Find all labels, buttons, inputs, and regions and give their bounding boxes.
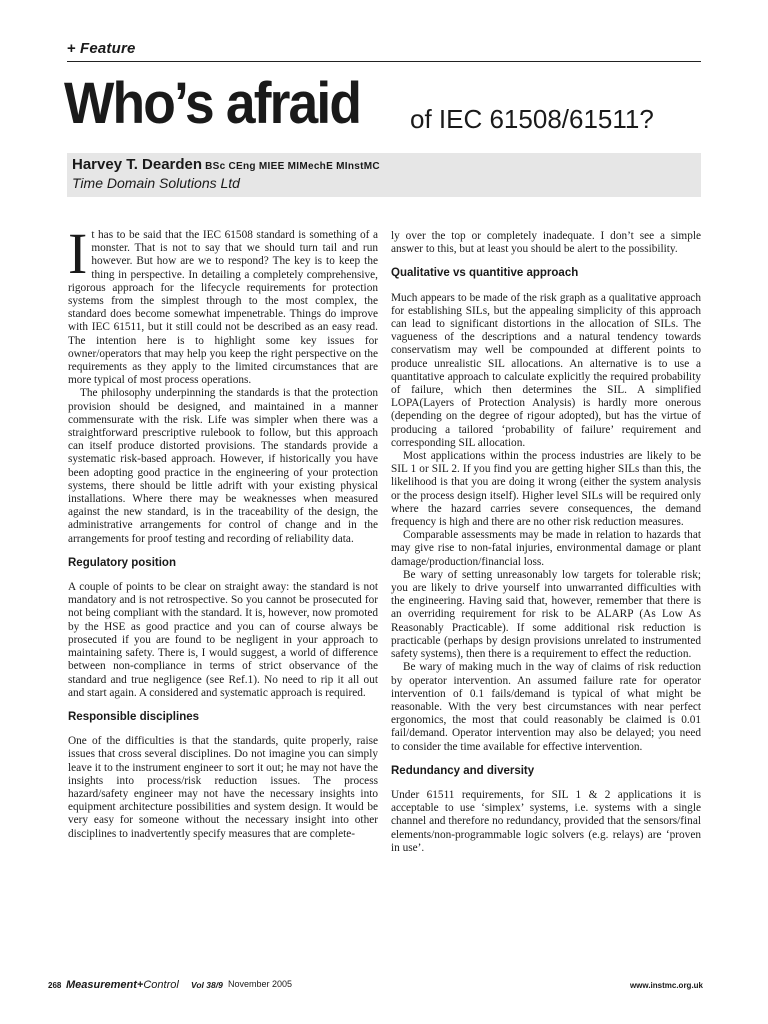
plus-icon: + — [136, 979, 144, 991]
left-column — [68, 221, 378, 841]
plus-icon: + — [67, 40, 76, 57]
section-name: Feature — [79, 40, 136, 57]
section-label — [67, 40, 136, 57]
paragraph: Comparable assessments may be made in relation to hazards that may give rise to non-fatal injuries, environmental damage or plant damage/production/financial loss. — [391, 529, 701, 568]
right-column — [391, 230, 701, 855]
headline-sub: of IEC 61508/61511? — [410, 104, 654, 134]
paragraph: Be wary of setting unreasonably low targets for tolerable risk; you are likely to drive yourself into unwarranted difficulties with the engineering. Having said that, however, remember that there is an overriding requirement for risk to be ALARP (As Low As Reasonably Practicable). If some additional risk reduction is practicable (perhaps by design provisions unrelated to instrumented safety systems), then there is a requirement to effect the reduction. — [391, 568, 701, 661]
author-organisation: Time Domain Solutions Ltd — [72, 175, 240, 191]
paragraph: Most applications within the process industries are likely to be SIL 1 or SIL 2. If you find you are getting higher SILs than this, the likelihood is that you are doing it wrong (either the system analysis or the process design itself). Higher level SILs will be required only where the hazard carries severe consequences, the demand frequency is high and there are no other risk reduction measures. — [391, 450, 701, 529]
drop-cap: I — [68, 221, 88, 286]
headline-main: Who’s afraid — [64, 71, 361, 136]
paragraph: Much appears to be made of the risk graph as a qualitative approach for establishing SILs, but the appealing simplicity of this approach can lead to significant distortions in the allocation of SILs. The vagueness of the descriptions and a natural tendency towards conservatism may well be compounded at different points to produce unrealistic SIL allocations. An alternative is to use a quantitative approach to calculate explicitly the required probability of failure, which then determines the SIL. A simplified LOPA(Layers of Protection Analysis) is hardly more onerous (depending on the degree of rigour adopted), but has the virtue of producing a tailored ‘probability of failure’ requirement and corresponding SIL allocation. — [391, 291, 701, 449]
website-link[interactable]: www.instmc.org.uk — [629, 981, 703, 990]
magazine-title — [66, 979, 179, 991]
issue-date: November 2005 — [228, 979, 293, 989]
paragraph: Under 61511 requirements, for SIL 1 & 2 applications it is acceptable to use ‘simplex’ systems, i.e. systems with a single channel and therefore no redundancy, provided that the sensors/final elements/non-programmable logic solvers (e.g. relays) are ‘proven in use’. — [391, 788, 701, 854]
byline-box — [67, 153, 701, 197]
paragraph-text: t has to be said that the IEC 61508 standard is something of a monster. That is not to say that we should turn tail and run however. But how are we to respond? The key is to keep the thing in perspective. In detailing a completely comprehensive, rigorous approach for the lifecycle requirements for protection systems from the simplest through to the most complex, the standard does become somewhat impenetrable. Things do improve with IEC 61511, but it still could not be described as an easy read. The intention here is to highlight some key issues for owner/operators that may help you keep the right perspective on the requirements as they apply to the limited circumstances that are more typical of most process operations. — [68, 229, 378, 387]
header-rule — [67, 61, 701, 62]
paragraph — [68, 221, 378, 387]
author-line — [72, 156, 380, 173]
subheading: Regulatory position — [68, 556, 176, 569]
subheading: Redundancy and diversity — [391, 764, 535, 777]
paragraph: A couple of points to be clear on straight away: the standard is not mandatory and is not retrospective. So you cannot be prosecuted for not being compliant with the standard. It is, however, now promoted by the HSE as good practice and you can of course always be prosecuted if you are found to be negligent in your approach to maintaining safety. There is, I would suggest, a world of difference between non-compliance in terms of strict observance of the standard and true negligence (see Ref.1). No need to rip it all out and start again. A considered and systematic approach is required. — [68, 581, 378, 699]
page-number: 268 — [48, 981, 62, 990]
magazine-title-b: Control — [143, 979, 179, 991]
page-footer — [48, 979, 703, 995]
subheading: Qualitative vs quantitive approach — [391, 267, 579, 280]
subheading: Responsible disciplines — [68, 710, 200, 723]
paragraph: The philosophy underpinning the standards is that the protection provision should be designed, and maintained in a manner commensurate with the risk. Life was simpler when there was a straightforward prescriptive rulebook to follow, but this approach can itself produce distorted provisions. The standards provide a systematic risk-based approach. However, if historically you have been adopting good practice in the engineering of your protection systems, there should be little adrift with your existing physical installations. Where there may be weaknesses when measured against the new standard, is in the traceability of the design, the administrative arrangements for control of change and in the arrangements for proof testing and recording of reliability data. — [68, 387, 378, 545]
author-name: Harvey T. Dearden — [72, 156, 203, 173]
paragraph: One of the difficulties is that the standards, quite properly, raise issues that cross several disciplines. Do not imagine you can simply leave it to the instrument engineer to sort it out; he may not have the insights into process/risk reduction issues. The process hazard/safety engineer may not have the necessary insights into equipment architecture possibilities and system design. It would be very easy for someone without the necessary insight into other disciplines to inadvertently specify measures that are complete- — [68, 735, 378, 840]
author-credentials: BSc CEng MIEE MIMechE MInstMC — [205, 161, 380, 172]
volume: Vol 38/9 — [191, 980, 223, 990]
magazine-title-a: Measurement — [66, 979, 137, 991]
paragraph: Be wary of making much in the way of claims of risk reduction by operator intervention. An assumed failure rate for operator intervention of 0.1 fails/demand is typical of what might be reasonable. With the very best circumstances with near perfect ergonomics, the most that could reasonably be claimed is 0.01 fail/demand. Operator intervention may also be delayed; you need to consider the time available for effective intervention. — [391, 661, 701, 753]
headline — [64, 71, 654, 136]
paragraph: ly over the top or completely inadequate. I don’t see a simple answer to this, but at least you should be alert to the possibility. — [391, 230, 701, 256]
